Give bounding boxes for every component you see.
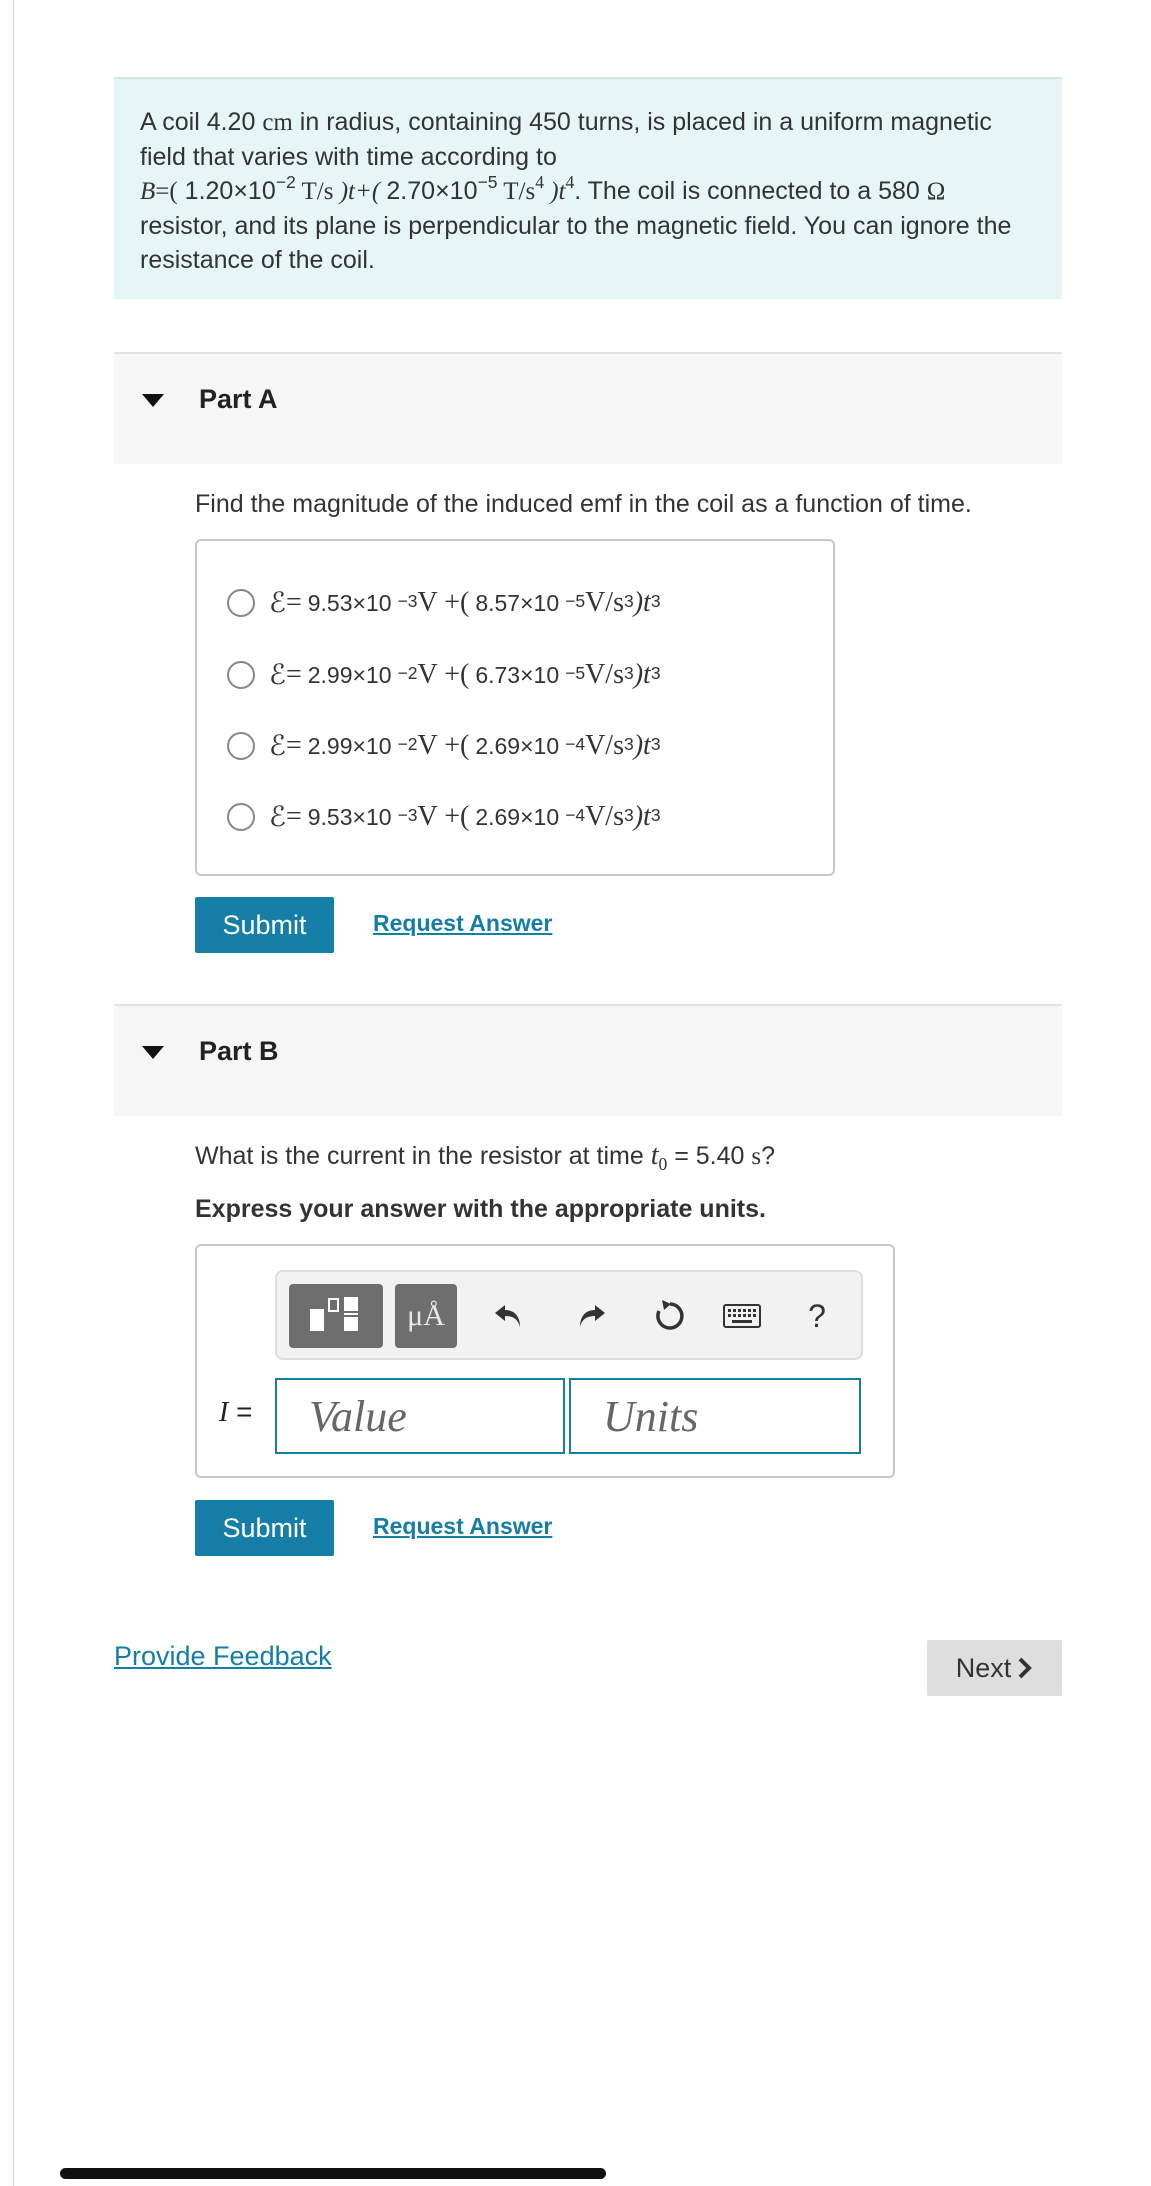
choice-option-4[interactable]: ℰ = 9.53×10 $^{-3}$ V +( 2.69×10 $^{-4}$ V/s $^3$ )t $^3$: [227, 797, 661, 837]
time-term: )t: [633, 801, 651, 832]
unit: V +(: [417, 730, 470, 761]
equation-part: )t: [543, 178, 566, 205]
radius-unit: cm: [262, 109, 293, 136]
part-b-question: [195, 1140, 775, 1172]
subscript: 0: [658, 1154, 668, 1174]
unit: V +(: [417, 801, 470, 832]
next-button[interactable]: [927, 1640, 1062, 1696]
collapse-triangle-icon[interactable]: [142, 1046, 164, 1059]
keyboard-icon[interactable]: [717, 1284, 767, 1348]
constant-term: 2.99×10: [307, 732, 392, 759]
home-indicator: [60, 2168, 606, 2179]
ohm-symbol: Ω: [926, 178, 946, 205]
time-variable: t: [650, 1140, 659, 1171]
choice-option-2[interactable]: ℰ = 2.99×10 $^{-2}$ V +( 6.73×10 $^{-5}$ V/s $^3$ )t $^3$: [227, 655, 661, 695]
exponent: −2: [275, 171, 296, 192]
coefficient: 1.20×10: [177, 177, 276, 205]
math-toolbar: [275, 1270, 863, 1360]
time-term: )t: [633, 730, 651, 761]
templates-icon[interactable]: [289, 1284, 383, 1348]
part-b-title: Part B: [199, 1036, 279, 1066]
unit: s: [751, 1143, 762, 1170]
part-a-submit-button[interactable]: Submit: [195, 897, 334, 953]
constant-term: 2.99×10: [307, 661, 392, 688]
next-label: Next: [955, 1652, 1012, 1683]
part-b-header[interactable]: [114, 1004, 1062, 1116]
problem-text: A coil 4.20: [140, 108, 263, 136]
radio-button[interactable]: [227, 803, 255, 831]
redo-icon[interactable]: [567, 1284, 617, 1348]
unit: V/s: [585, 730, 624, 761]
coefficient: 2.69×10: [475, 803, 560, 830]
emf-symbol: ℰ: [269, 802, 286, 833]
radio-button[interactable]: [227, 589, 255, 617]
emf-symbol: ℰ: [269, 660, 286, 691]
part-a-header[interactable]: [114, 352, 1062, 464]
question-text: ?: [761, 1142, 776, 1170]
part-a-request-answer-link[interactable]: Request Answer: [373, 910, 553, 936]
equals-sign: =: [285, 587, 302, 618]
emf-symbol: ℰ: [269, 588, 286, 619]
unit: T/s: [295, 178, 334, 205]
reset-icon[interactable]: [645, 1284, 695, 1348]
problem-statement: [114, 77, 1062, 299]
help-icon[interactable]: ?: [808, 1297, 826, 1334]
multiple-choice-group: [195, 539, 835, 876]
unit: V/s: [585, 659, 624, 690]
radio-button[interactable]: [227, 732, 255, 760]
radio-button[interactable]: [227, 661, 255, 689]
time-term: )t: [633, 587, 651, 618]
problem-text: resistor, and its plane is perpendicular to the magnetic field. You can ignore the resistance of the coil.: [140, 212, 1012, 274]
constant-term: 9.53×10: [307, 589, 392, 616]
exponent: −5: [477, 171, 498, 192]
part-b-submit-button[interactable]: Submit: [195, 1500, 334, 1556]
constant-term: 9.53×10: [307, 803, 392, 830]
undo-icon[interactable]: [483, 1284, 533, 1348]
question-text: What is the current in the resistor at time: [195, 1142, 651, 1170]
unit: V +(: [417, 587, 470, 618]
exponent: 4: [565, 171, 575, 192]
units-input[interactable]: Units: [569, 1378, 861, 1454]
unit: V/s: [585, 587, 624, 618]
equation-part: =(: [155, 178, 178, 205]
emf-symbol: ℰ: [269, 731, 286, 762]
current-label: I =: [219, 1396, 253, 1428]
exponent: 4: [535, 171, 544, 192]
coefficient: 6.73×10: [475, 661, 560, 688]
units-icon[interactable]: μÅ: [395, 1284, 457, 1348]
question-text: = 5.40: [667, 1142, 752, 1170]
b-variable: B: [140, 178, 156, 205]
choice-option-3[interactable]: ℰ = 2.99×10 $^{-2}$ V +( 2.69×10 $^{-4}$ V/s $^3$ )t $^3$: [227, 726, 661, 766]
problem-text: in radius, containing 450 turns, is placed in a uniform magnetic field that varies with time according to: [140, 108, 992, 171]
answer-input-area: [195, 1244, 895, 1478]
equals-sign: =: [285, 730, 302, 761]
time-term: )t: [633, 659, 651, 690]
coefficient: 8.57×10: [475, 589, 560, 616]
part-a-title: Part A: [199, 384, 278, 414]
collapse-triangle-icon[interactable]: [142, 394, 164, 407]
equals-sign: =: [285, 659, 302, 690]
coefficient: 2.70×10: [386, 177, 478, 205]
value-input[interactable]: Value: [275, 1378, 565, 1454]
part-a-question: Find the magnitude of the induced emf in the coil as a function of time.: [195, 490, 972, 518]
unit: V/s: [585, 801, 624, 832]
provide-feedback-link[interactable]: Provide Feedback: [114, 1641, 332, 1671]
problem-text: . The coil is connected to a 580: [574, 177, 927, 205]
choice-option-1[interactable]: ℰ = 9.53×10 $^{-3}$ V +( 8.57×10 $^{-5}$ V/s $^3$ )t $^3$: [227, 583, 661, 623]
chevron-right-icon: [1017, 1656, 1033, 1680]
unit: T/s: [497, 178, 536, 205]
part-b-request-answer-link[interactable]: Request Answer: [373, 1513, 553, 1539]
coefficient: 2.69×10: [475, 732, 560, 759]
equation-part: )t+(: [333, 178, 387, 205]
part-b-instruction: Express your answer with the appropriate units.: [195, 1195, 766, 1223]
unit: V +(: [417, 659, 470, 690]
equals-sign: =: [285, 801, 302, 832]
page-left-border: [13, 0, 14, 2186]
